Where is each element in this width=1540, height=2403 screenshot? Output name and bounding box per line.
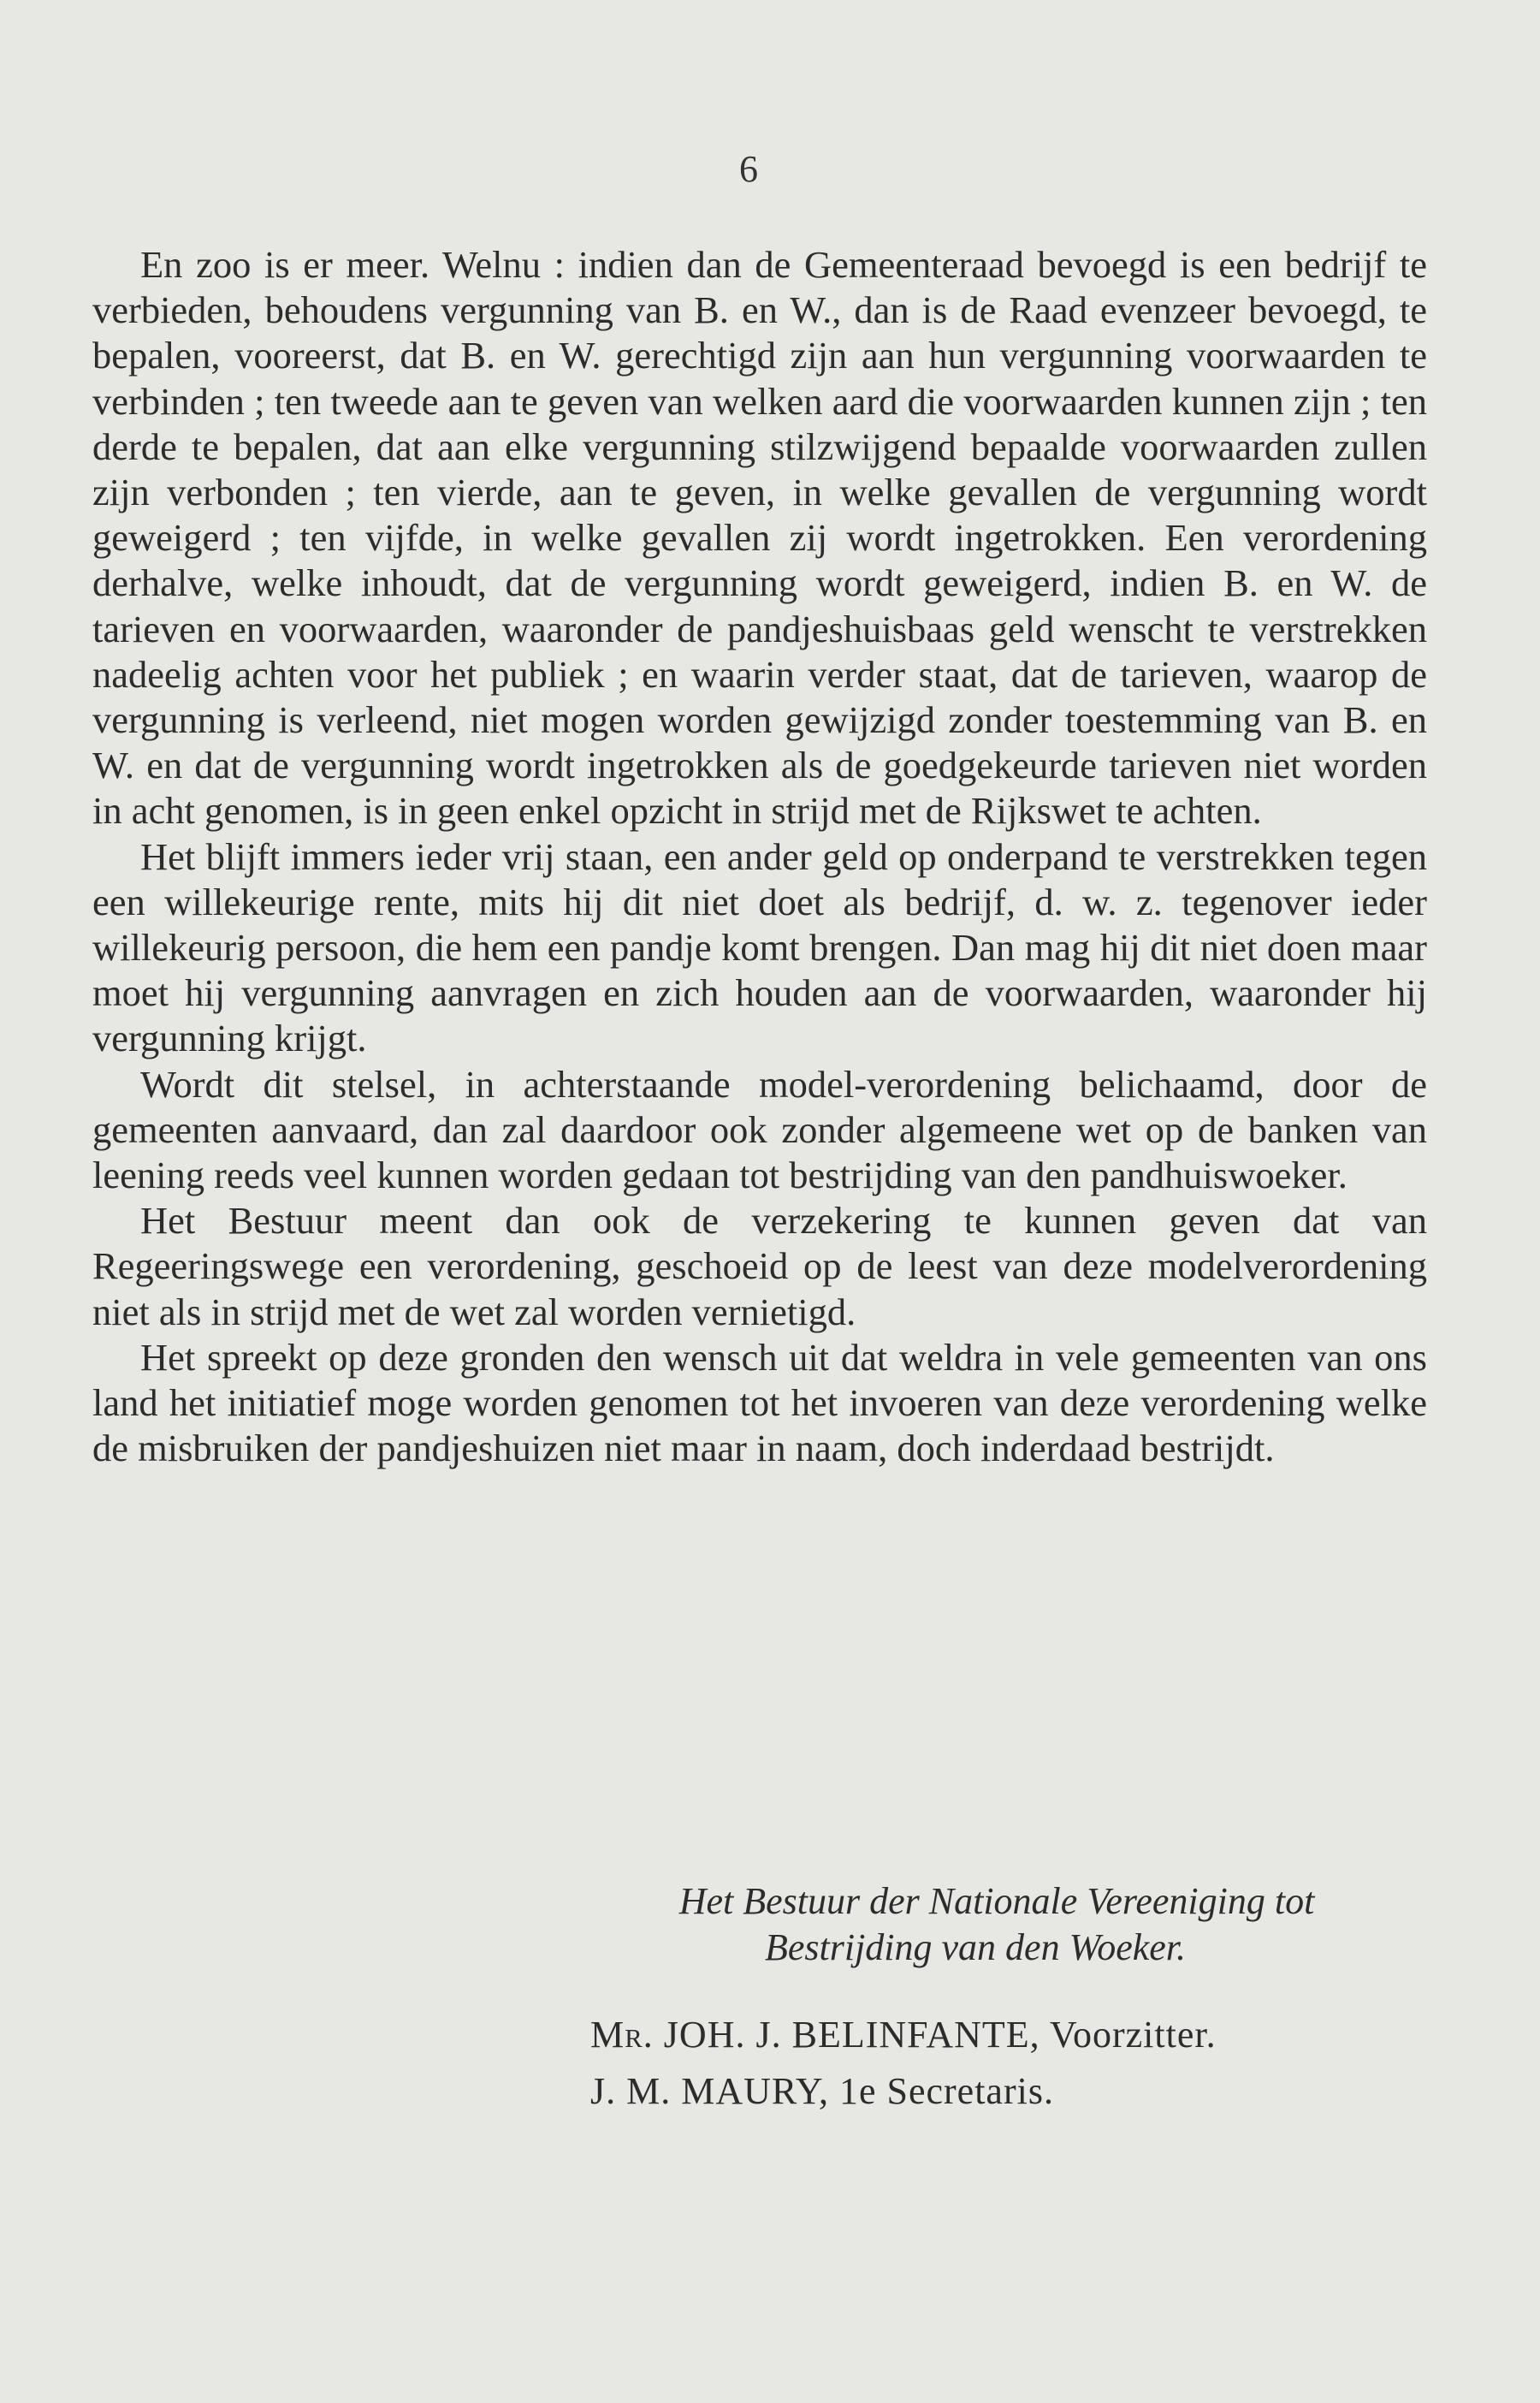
- signatory-1: [590, 2007, 1217, 2063]
- signatory-1-role: Voorzitter.: [1049, 2014, 1217, 2056]
- paragraph-3: Wordt dit stelsel, in achterstaande model-verordening belichaamd, door de gemeenten aanvaard, dan zal daardoor ook zonder algemeene wet op de banken van leening reeds veel kunnen worden gedaan tot bestrijding van den pandhuiswoeker.: [92, 1062, 1427, 1197]
- signatories: [590, 2007, 1217, 2120]
- signature-organization: [0, 1878, 1540, 1971]
- organization-line-1: Het Bestuur der Nationale Vereeniging tot: [678, 1880, 1315, 1922]
- paragraph-5: Het spreekt op deze gronden den wensch uit dat weldra in vele gemeenten van ons land het initiatief moge worden genomen tot het invoeren van deze verordening welke de misbruiken der pandjeshuizen niet maar in naam, doch inderdaad bestrijdt.: [92, 1335, 1427, 1470]
- signatory-2: [590, 2063, 1217, 2120]
- organization-line-2: Bestrijding van den Woeker.: [764, 1926, 1187, 1968]
- signatory-1-name: Mr. JOH. J. BELINFANTE,: [590, 2014, 1040, 2056]
- paragraph-1: En zoo is er meer. Welnu : indien dan de Gemeenteraad bevoegd is een bedrijf te verbieden, behoudens vergunning van B. en W., dan is de Raad evenzeer bevoegd, te bepalen, vooreerst, dat B. en W. gerechtigd zijn aan hun vergunning voorwaarden te verbinden ; ten tweede aan te geven van welken aard die voorwaarden kunnen zijn ; ten derde te bepalen, dat aan elke vergunning stilzwijgend bepaalde voorwaarden zullen zijn verbonden ; ten vierde, aan te geven, in welke gevallen de vergunning wordt geweigerd ; ten vijfde, in welke gevallen zij wordt ingetrokken. Een verordening derhalve, welke inhoudt, dat de vergunning wordt geweigerd, indien B. en W. de tarieven en voorwaarden, waaronder de pandjeshuisbaas geld wenscht te verstrekken nadeelig achten voor het publiek ; en waarin verder staat, dat de tarieven, waarop de vergunning is verleend, niet mogen worden gewijzigd zonder toestemming van B. en W. en dat de vergunning wordt ingetrokken als de goedgekeurde tarieven niet worden in acht genomen, is in geen enkel opzicht in strijd met de Rijkswet te achten.: [92, 243, 1427, 833]
- body-text: [92, 242, 1427, 1471]
- signatory-2-role: 1e Secretaris.: [838, 2070, 1054, 2112]
- paragraph-4: Het Bestuur meent dan ook de verzekering te kunnen geven dat van Regeeringswege een verordening, geschoeid op de leest van deze modelverordening niet als in strijd met de wet zal worden vernietigd.: [92, 1199, 1427, 1333]
- signatory-2-name: J. M. MAURY,: [590, 2070, 829, 2112]
- page-number: 6: [739, 148, 758, 190]
- paragraph-2: Het blijft immers ieder vrij staan, een ander geld op onderpand te verstrekken tegen een willekeurige rente, mits hij dit niet doet als bedrijf, d. w. z. tegenover ieder willekeurig persoon, die hem een pandje komt brengen. Dan mag hij dit niet doen maar moet hij vergunning aanvragen en zich houden aan de voorwaarden, waaronder hij vergunning krijgt.: [92, 834, 1427, 1060]
